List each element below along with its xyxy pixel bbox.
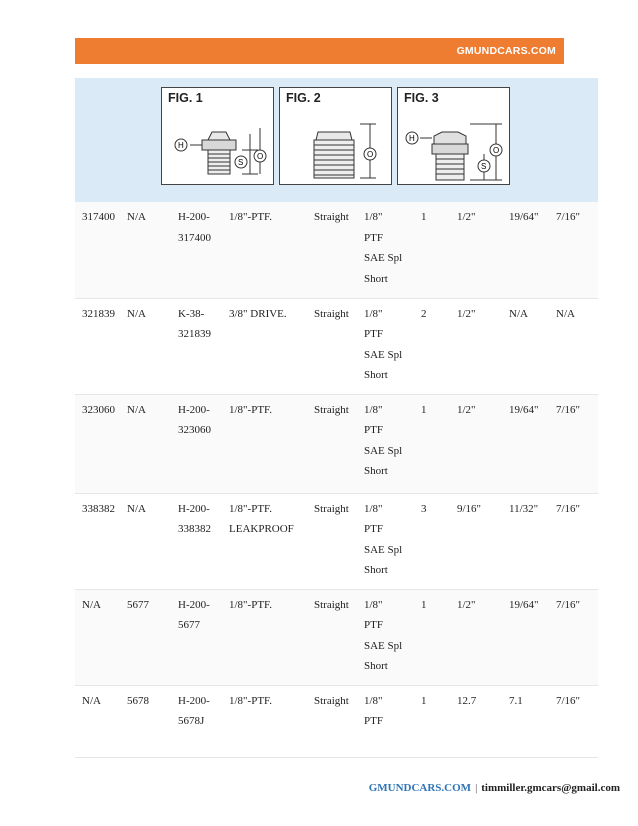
table-cell: N/A [82,598,101,611]
table-cell: 5677 [127,598,149,611]
figure-1-label: FIG. 1 [168,91,203,105]
table-cell: H-200- 317400 [178,211,211,244]
table-cell: N/A [127,211,146,223]
figure-1 [161,87,274,185]
header-bar [75,38,564,64]
table-cell: 1/2" [457,598,476,611]
table-cell: Straight [314,502,349,515]
table-cell: 5678 [127,694,149,707]
table-row [75,589,598,685]
table-cell: H-200- 5677 [178,598,210,631]
table-cell: 7/16" [556,694,581,707]
table-cell: 1 [421,694,427,707]
table-cell: N/A [127,403,146,416]
table-cell: 2 [421,307,427,320]
table-cell: 11/32" [509,502,539,515]
table-cell: N/A [509,307,528,320]
footer [369,782,620,794]
svg-text:H: H [178,141,184,150]
table-cell: N/A [127,502,146,515]
table-cell: 7.1 [509,694,523,707]
table-cell: 1/8" PTF SAE Spl Short [364,211,403,285]
table-cell: 19/64" [509,598,539,611]
table-row [75,394,598,493]
table-cell: 321839 [82,307,115,320]
table-cell: Straight [314,307,349,320]
table-cell: N/A [82,694,101,707]
footer-site[interactable]: GMUNDCARS.COM [368,782,472,794]
table-cell: N/A [127,307,146,320]
fitting-diagram-3 [398,88,511,186]
table-cell: 1/8"-PTF. [229,211,273,223]
table-cell: 1 [421,211,427,223]
table-cell: 9/16" [457,502,482,515]
table-cell: K-38- 321839 [178,307,211,340]
figure-band [75,78,598,202]
table-cell: Straight [314,211,349,223]
table-cell: 1/2" [457,211,476,223]
figure-2-label: FIG. 2 [286,91,321,105]
table-cell: 1/8"-PTF. [229,598,273,611]
table-cell: H-200- 323060 [178,403,211,436]
table-cell: 7/16" [556,403,581,416]
figure-3 [397,87,510,185]
table-cell: 3/8" DRIVE. [229,307,287,320]
table-cell: 19/64" [509,211,539,223]
table-cell: Straight [314,694,349,707]
table-cell: 1/8" PTF SAE Spl Short [364,502,403,576]
svg-text:O: O [367,150,374,159]
svg-text:S: S [481,162,487,171]
table-cell: 1/8" PTF SAE Spl Short [364,403,403,477]
table-cell: 12.7 [457,694,477,707]
table-cell: 7/16" [556,211,581,223]
table-cell: 1 [421,598,427,611]
table-cell: Straight [314,598,349,611]
table-cell: 338382 [82,502,115,515]
table-row [75,685,598,757]
table-cell: 1/8" PTF [364,694,383,727]
table-cell: 1/8"-PTF. [229,403,273,416]
footer-separator: | [475,782,478,794]
table-cell: 323060 [82,403,115,416]
table-cell: H-200- 5678J [178,694,210,727]
figure-2 [279,87,392,185]
table-row [75,298,598,394]
fitting-diagram-2 [280,88,393,186]
table-cell: 3 [421,502,427,515]
table-row [75,493,598,589]
table-cell: 1/8"-PTF. [229,694,273,707]
figure-3-label: FIG. 3 [404,91,439,105]
table-cell: 1/2" [457,403,476,416]
fitting-diagram-1 [162,88,275,186]
footer-email[interactable]: timmiller.gmcars@gmail.com [481,782,620,794]
header-site-name: GMUNDCARS.COM [456,45,556,57]
table-cell: 19/64" [509,403,539,416]
table-cell: Straight [314,403,349,416]
table-cell: 1/8" PTF SAE Spl Short [364,307,403,381]
table-cell: H-200- 338382 [178,502,211,535]
table-cell: 317400 [82,211,115,223]
svg-text:H: H [409,134,415,143]
fittings-table [75,202,598,758]
table-cell: 7/16" [556,502,581,515]
table-cell: 1/2" [457,307,476,320]
svg-text:S: S [238,158,244,167]
table-cell: 7/16" [556,598,581,611]
table-cell: 1 [421,403,427,416]
table-cell: N/A [556,307,575,320]
svg-text:O: O [493,146,500,155]
svg-text:O: O [257,152,264,161]
table-cell: 1/8"-PTF. LEAKPROOF [229,502,294,535]
table-cell: 1/8" PTF SAE Spl Short [364,598,403,672]
table-row [75,202,598,298]
